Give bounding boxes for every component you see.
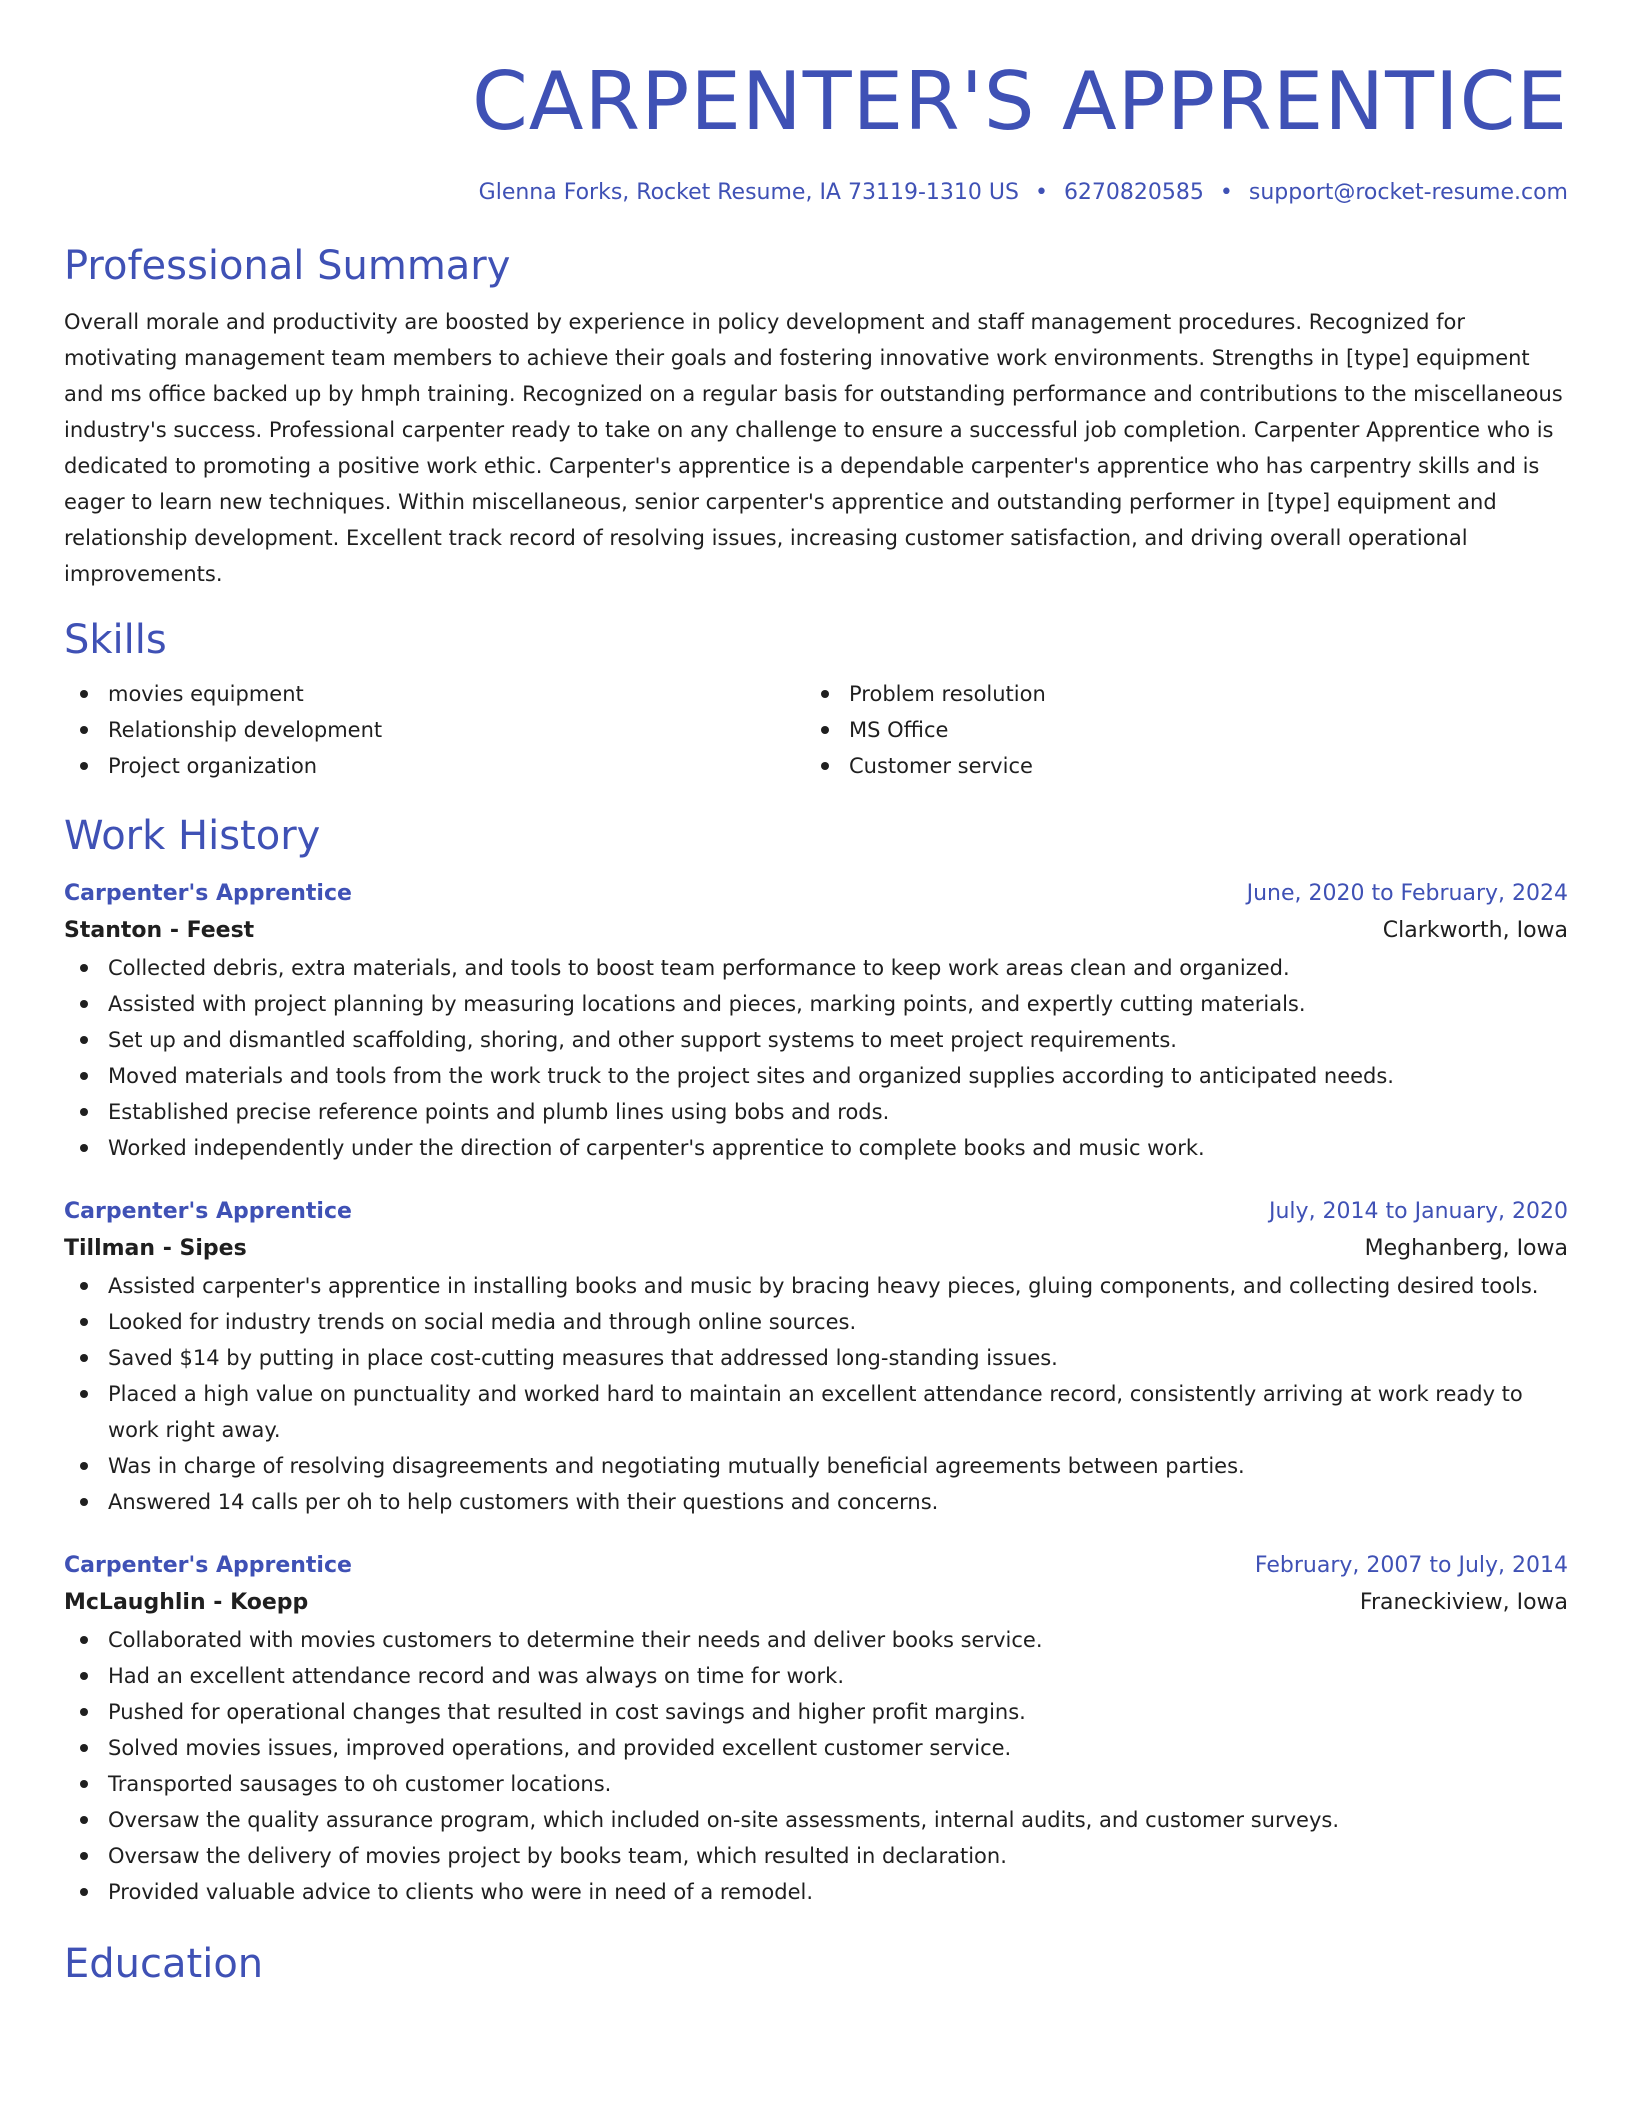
section-title-work-history: Work History <box>64 813 321 859</box>
contact-email: support@rocket-resume.com <box>1248 180 1568 205</box>
skill-label: Project organization <box>108 754 318 778</box>
list-item <box>64 1130 1568 1166</box>
list-item <box>64 986 1568 1022</box>
list-item <box>64 1304 1568 1340</box>
bullet-icon <box>80 1744 88 1752</box>
bullet-icon <box>80 1816 88 1824</box>
bullet-icon <box>80 1462 88 1470</box>
job-company: McLaughlin - Koepp <box>64 1590 309 1615</box>
list-item <box>64 1694 1568 1730</box>
skill-item <box>805 712 1546 748</box>
job-header-row <box>64 876 1568 912</box>
skill-label: Relationship development <box>108 718 383 742</box>
list-item <box>64 1874 1568 1910</box>
job-entry <box>64 1548 1568 1910</box>
bullet-icon <box>80 964 88 972</box>
bullet-icon <box>80 1390 88 1398</box>
bullet-icon <box>80 1708 88 1716</box>
bullet-icon <box>821 726 829 734</box>
list-item <box>64 1658 1568 1694</box>
bullet-text: Moved materials and tools from the work truck to the project sites and organized supplies according to anticipated needs. <box>108 1064 1394 1088</box>
summary-section <box>64 240 1568 592</box>
contact-separator: • <box>1034 180 1048 205</box>
list-item <box>64 1484 1568 1520</box>
education-section <box>64 1938 1568 1990</box>
bullet-text: Oversaw the quality assurance program, which included on-site assessments, internal audits, and customer surveys. <box>108 1808 1340 1832</box>
bullet-text: Collaborated with movies customers to determine their needs and deliver books service. <box>108 1628 1043 1652</box>
skill-label: movies equipment <box>108 682 304 706</box>
summary-text: Overall morale and productivity are boosted by experience in policy development and staff management procedures. Recognized for motivating management team members to achieve their goals and fostering innovative work environments. Strengths in [type] equipment and ms office backed up by hmph training. Recognized on a regular basis for outstanding performance and contributions to the miscellaneous industry's success. Professional carpenter ready to take on any challenge to ensure a successful job completion. Carpenter Apprentice who is dedicated to promoting a positive work ethic. Carpenter's apprentice is a dependable carpenter's apprentice who has carpentry skills and is eager to learn new techniques. Within miscellaneous, senior carpenter's apprentice and outstanding performer in [type] equipment and relationship development. Excellent track record of resolving issues, increasing customer satisfaction, and driving overall operational improvements. <box>64 310 1563 586</box>
bullet-text: Solved movies issues, improved operations, and provided excellent customer service. <box>108 1736 1012 1760</box>
skill-item <box>64 712 805 748</box>
skills-left-column <box>64 676 805 784</box>
job-company-row <box>64 912 1568 950</box>
list-item <box>64 1622 1568 1658</box>
bullet-icon <box>80 1636 88 1644</box>
resume-page <box>64 0 1568 1990</box>
bullet-text: Worked independently under the direction of carpenter's apprentice to complete books and music work. <box>108 1136 1205 1160</box>
job-title: Carpenter's Apprentice <box>64 1199 352 1224</box>
list-item <box>64 1802 1568 1838</box>
job-location: Franeckiview, Iowa <box>1359 1590 1568 1615</box>
bullet-icon <box>80 690 88 698</box>
section-title-summary: Professional Summary <box>64 243 511 289</box>
job-dates: February, 2007 to July, 2014 <box>1254 1553 1568 1578</box>
skill-item <box>805 676 1546 712</box>
job-entry <box>64 1194 1568 1520</box>
skills-section <box>64 614 1568 784</box>
job-location: Clarkworth, Iowa <box>1382 918 1568 943</box>
contact-separator: • <box>1219 180 1233 205</box>
bullet-text: Assisted with project planning by measuring locations and pieces, marking points, and expertly cutting materials. <box>108 992 1306 1016</box>
bullet-icon <box>80 762 88 770</box>
bullet-text: Established precise reference points and plumb lines using bobs and rods. <box>108 1100 890 1124</box>
job-title: Carpenter's Apprentice <box>64 1553 352 1578</box>
contact-phone: 6270820585 <box>1063 180 1204 205</box>
bullet-icon <box>80 1108 88 1116</box>
bullet-text: Collected debris, extra materials, and tools to boost team performance to keep work areas clean and organized. <box>108 956 1290 980</box>
bullet-text: Was in charge of resolving disagreements and negotiating mutually beneficial agreements between parties. <box>108 1454 1245 1478</box>
contact-address: Glenna Forks, Rocket Resume, IA 73119-1310 US <box>478 180 1019 205</box>
bullet-text: Had an excellent attendance record and was always on time for work. <box>108 1664 845 1688</box>
resume-header <box>64 54 1568 208</box>
bullet-icon <box>80 1354 88 1362</box>
list-item <box>64 950 1568 986</box>
bullet-text: Pushed for operational changes that resulted in cost savings and higher profit margins. <box>108 1700 1026 1724</box>
bullet-icon <box>80 726 88 734</box>
bullet-text: Oversaw the delivery of movies project by books team, which resulted in declaration. <box>108 1844 1007 1868</box>
job-bullet-list <box>64 950 1568 1166</box>
work-history-section <box>64 810 1568 1910</box>
bullet-icon <box>80 1888 88 1896</box>
list-item <box>64 1376 1568 1448</box>
job-company-row <box>64 1584 1568 1622</box>
list-item <box>64 1094 1568 1130</box>
skills-right-column <box>805 676 1546 784</box>
bullet-icon <box>80 1072 88 1080</box>
job-header-row <box>64 1194 1568 1230</box>
bullet-icon <box>80 1780 88 1788</box>
list-item <box>64 1058 1568 1094</box>
candidate-title: CARPENTER'S APPRENTICE <box>471 55 1568 148</box>
bullet-icon <box>80 1036 88 1044</box>
bullet-icon <box>80 1282 88 1290</box>
job-dates: July, 2014 to January, 2020 <box>1269 1199 1568 1224</box>
job-company-row <box>64 1230 1568 1268</box>
section-title-skills: Skills <box>64 617 167 663</box>
bullet-icon <box>80 1144 88 1152</box>
bullet-text: Answered 14 calls per oh to help customers with their questions and concerns. <box>108 1490 939 1514</box>
skills-columns <box>64 676 1568 784</box>
job-company: Stanton - Feest <box>64 918 255 943</box>
skill-label: Customer service <box>849 754 1033 778</box>
list-item <box>64 1448 1568 1484</box>
job-entry <box>64 876 1568 1166</box>
bullet-icon <box>821 762 829 770</box>
skill-item <box>805 748 1546 784</box>
job-header-row <box>64 1548 1568 1584</box>
list-item <box>64 1022 1568 1058</box>
list-item <box>64 1766 1568 1802</box>
job-bullet-list <box>64 1268 1568 1520</box>
bullet-icon <box>80 1000 88 1008</box>
bullet-text: Placed a high value on punctuality and worked hard to maintain an excellent attendance record, consistently arriving at work ready to work right away. <box>108 1382 1523 1442</box>
skill-item <box>64 748 805 784</box>
section-title-education: Education <box>64 1941 264 1987</box>
skill-label: MS Office <box>849 718 949 742</box>
bullet-icon <box>821 690 829 698</box>
job-title: Carpenter's Apprentice <box>64 881 352 906</box>
bullet-text: Saved $14 by putting in place cost-cutting measures that addressed long-standing issues. <box>108 1346 1058 1370</box>
list-item <box>64 1838 1568 1874</box>
bullet-icon <box>80 1318 88 1326</box>
contact-line <box>64 178 1568 208</box>
bullet-text: Assisted carpenter's apprentice in installing books and music by bracing heavy pieces, gluing components, and collecting desired tools. <box>108 1274 1539 1298</box>
bullet-icon <box>80 1672 88 1680</box>
bullet-icon <box>80 1852 88 1860</box>
list-item <box>64 1730 1568 1766</box>
skill-label: Problem resolution <box>849 682 1046 706</box>
job-dates: June, 2020 to February, 2024 <box>1246 881 1568 906</box>
bullet-text: Transported sausages to oh customer locations. <box>108 1772 612 1796</box>
job-location: Meghanberg, Iowa <box>1364 1236 1568 1261</box>
bullet-icon <box>80 1498 88 1506</box>
skill-item <box>64 676 805 712</box>
bullet-text: Set up and dismantled scaffolding, shoring, and other support systems to meet project requirements. <box>108 1028 1177 1052</box>
job-company: Tillman - Sipes <box>64 1236 247 1261</box>
bullet-text: Looked for industry trends on social media and through online sources. <box>108 1310 857 1334</box>
job-bullet-list <box>64 1622 1568 1910</box>
bullet-text: Provided valuable advice to clients who were in need of a remodel. <box>108 1880 814 1904</box>
list-item <box>64 1340 1568 1376</box>
list-item <box>64 1268 1568 1304</box>
